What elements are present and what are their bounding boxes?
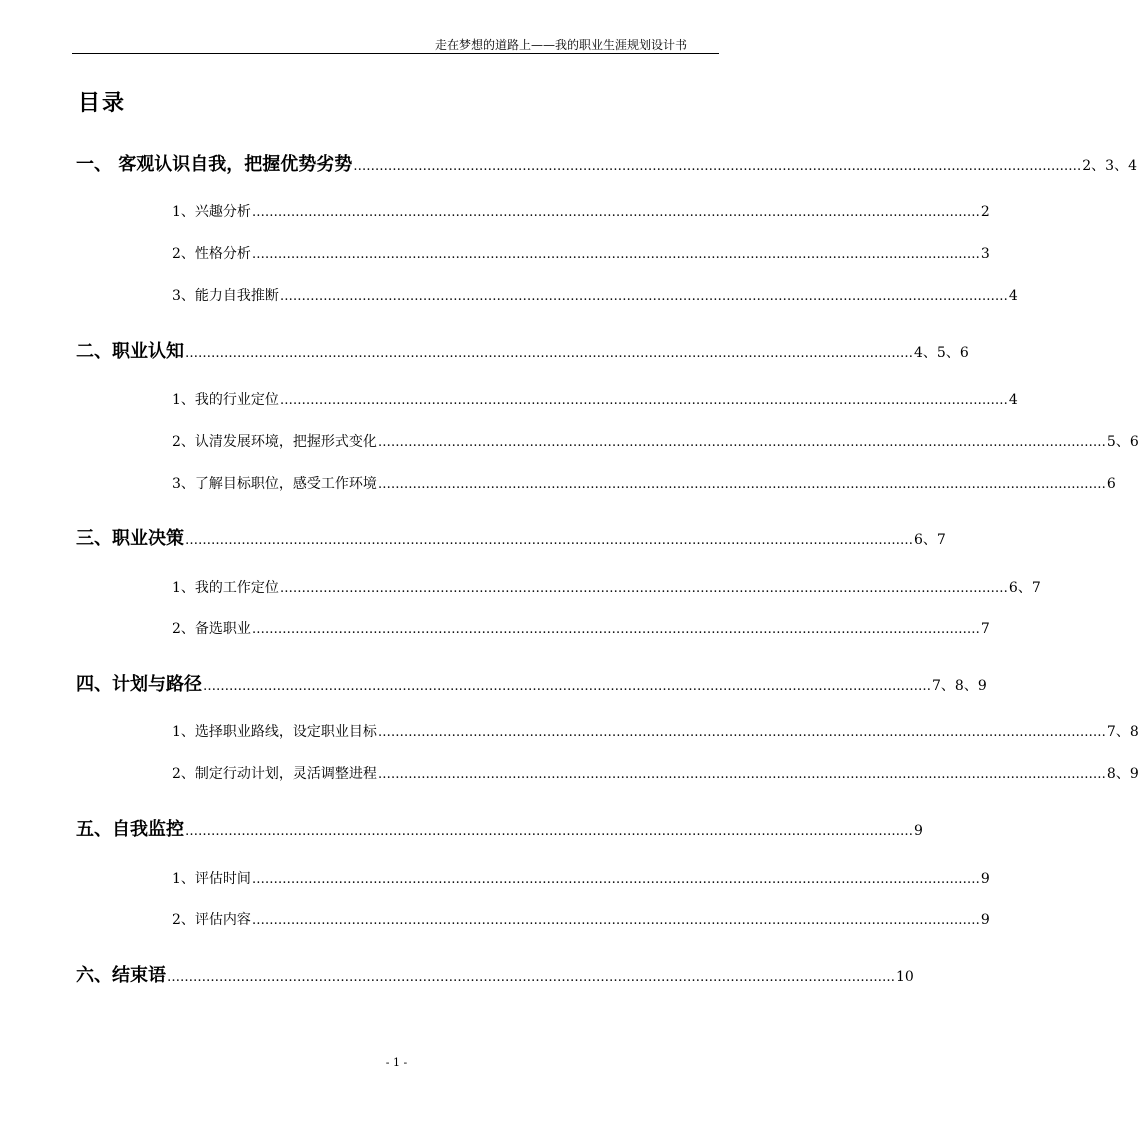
toc-page-ref: 7、8: [1106, 724, 1139, 740]
page-number: - 1 -: [385, 1056, 408, 1069]
toc-leader-dots: ……………………………………………………………………………………………………………………………………………………: [203, 679, 931, 694]
toc-subsection-2-3[interactable]: [172, 473, 1116, 493]
toc-section-label: 一、 客观认识自我，把握优势劣势: [76, 154, 353, 175]
toc-page-ref: 9: [980, 871, 990, 887]
toc-subsection-1-1[interactable]: [172, 201, 990, 221]
toc-leader-dots: ……………………………………………………………………………………………………………………………………………………: [377, 725, 1106, 740]
toc-section-label: 三、职业决策: [76, 528, 184, 549]
toc-subsection-label: 2、评估内容: [172, 912, 251, 928]
toc-subsection-1-3[interactable]: [172, 285, 1018, 305]
toc-page-ref: 6: [1106, 476, 1116, 492]
toc-subsection-label: 1、选择职业路线，设定职业目标: [172, 724, 377, 740]
toc-subsection-2-2[interactable]: [172, 431, 1139, 451]
toc-page-ref: 4: [1008, 392, 1018, 408]
toc-subsection-label: 2、制定行动计划，灵活调整进程: [172, 766, 377, 782]
toc-page-ref: 4、5、6: [914, 345, 969, 361]
toc-page-ref: 7: [980, 621, 990, 637]
toc-subsection-label: 2、备选职业: [172, 621, 251, 637]
toc-leader-dots: ……………………………………………………………………………………………………………………………………………………: [251, 247, 980, 262]
toc-page-ref: 6、7: [1008, 580, 1041, 596]
toc-subsection-label: 1、兴趣分析: [172, 204, 251, 220]
toc-page-ref: 9: [980, 912, 990, 928]
toc-section-3[interactable]: [76, 524, 946, 550]
toc-page-ref: 8、9: [1106, 766, 1139, 782]
toc-title: 目录: [78, 91, 127, 116]
toc-subsection-5-2[interactable]: [172, 909, 990, 929]
toc-section-label: 二、职业认知: [76, 341, 184, 362]
toc-subsection-label: 1、我的行业定位: [172, 392, 279, 408]
toc-subsection-2-1[interactable]: [172, 389, 1018, 409]
toc-leader-dots: ……………………………………………………………………………………………………………………………………………………: [279, 289, 1008, 304]
toc-page-ref: 10: [896, 969, 914, 985]
toc-section-label: 五、自我监控: [76, 819, 184, 840]
toc-leader-dots: ……………………………………………………………………………………………………………………………………………………: [353, 159, 1082, 174]
toc-leader-dots: ……………………………………………………………………………………………………………………………………………………: [251, 205, 980, 220]
toc-page-ref: 2、3、4: [1082, 158, 1137, 174]
running-title: 走在梦想的道路上——我的职业生涯规划设计书: [434, 38, 687, 52]
toc-section-4[interactable]: [76, 670, 987, 696]
toc-leader-dots: ……………………………………………………………………………………………………………………………………………………: [377, 767, 1106, 782]
toc-leader-dots: ……………………………………………………………………………………………………………………………………………………: [251, 913, 980, 928]
toc-subsection-label: 2、认清发展环境，把握形式变化: [172, 434, 377, 450]
toc-leader-dots: ……………………………………………………………………………………………………………………………………………………: [185, 533, 913, 548]
toc-leader-dots: ……………………………………………………………………………………………………………………………………………………: [251, 872, 980, 887]
toc-subsection-5-1[interactable]: [172, 868, 990, 888]
toc-subsection-3-1[interactable]: [172, 577, 1041, 597]
toc-section-1[interactable]: [76, 150, 1137, 176]
toc-subsection-label: 3、能力自我推断: [172, 288, 279, 304]
toc-subsection-3-2[interactable]: [172, 618, 990, 638]
toc-page-ref: 9: [914, 823, 923, 839]
toc-subsection-4-2[interactable]: [172, 763, 1139, 783]
toc-leader-dots: ……………………………………………………………………………………………………………………………………………………: [251, 622, 980, 637]
toc-section-label: 六、结束语: [76, 965, 166, 986]
toc-section-6[interactable]: [76, 961, 914, 987]
toc-page-ref: 7、8、9: [932, 678, 987, 694]
toc-leader-dots: ……………………………………………………………………………………………………………………………………………………: [279, 581, 1008, 596]
toc-section-label: 四、计划与路径: [76, 674, 202, 695]
toc-subsection-label: 2、性格分析: [172, 246, 251, 262]
toc-leader-dots: ……………………………………………………………………………………………………………………………………………………: [185, 824, 913, 839]
toc-page-ref: 6、7: [914, 532, 946, 548]
toc-subsection-label: 1、评估时间: [172, 871, 251, 887]
toc-page-ref: 2: [980, 204, 990, 220]
toc-page-ref: 3: [980, 246, 990, 262]
toc-subsection-label: 3、了解目标职位，感受工作环境: [172, 476, 377, 492]
toc-page-ref: 4: [1008, 288, 1018, 304]
toc-leader-dots: ……………………………………………………………………………………………………………………………………………………: [167, 970, 895, 985]
toc-section-5[interactable]: [76, 815, 923, 841]
toc-subsection-1-2[interactable]: [172, 243, 990, 263]
header-divider: [72, 53, 719, 54]
toc-page-ref: 5、6: [1106, 434, 1139, 450]
toc-subsection-label: 1、我的工作定位: [172, 580, 279, 596]
toc-section-2[interactable]: [76, 337, 969, 363]
toc-subsection-4-1[interactable]: [172, 721, 1139, 741]
toc-leader-dots: ……………………………………………………………………………………………………………………………………………………: [185, 346, 913, 361]
toc-leader-dots: ……………………………………………………………………………………………………………………………………………………: [377, 435, 1106, 450]
toc-leader-dots: ……………………………………………………………………………………………………………………………………………………: [377, 477, 1106, 492]
toc-leader-dots: ……………………………………………………………………………………………………………………………………………………: [279, 393, 1008, 408]
